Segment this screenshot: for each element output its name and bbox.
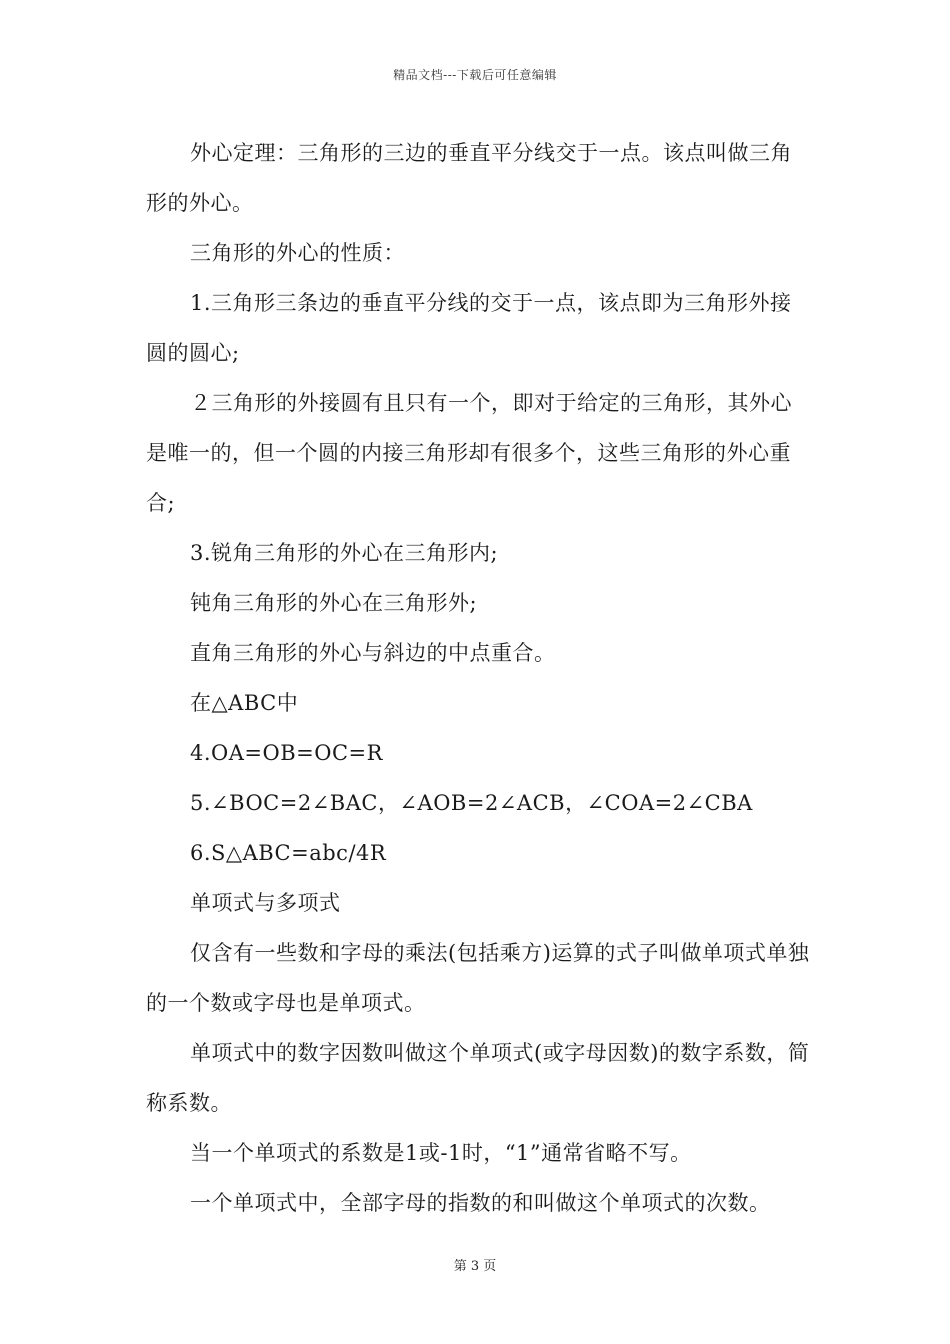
- paragraph-coefficient-definition: 单项式中的数字因数叫做这个单项式(或字母因数)的数字系数，简称系数。: [146, 1041, 810, 1115]
- paragraph-monomial-definition: 仅含有一些数和字母的乘法(包括乘方)运算的式子叫做单项式单独的一个数或字母也是单项式。: [146, 941, 810, 1015]
- page-number: 第 3 页: [453, 1259, 497, 1274]
- paragraph-property-3-acute: 3.锐角三角形的外心在三角形内;: [190, 541, 499, 565]
- paragraph-property-1: 1.三角形三条边的垂直平分线的交于一点，该点即为三角形外接圆的圆心;: [146, 291, 792, 365]
- paragraph-property-4: 4.OA=OB=OC=R: [190, 741, 383, 765]
- paragraph-degree-definition: 一个单项式中，全部字母的指数的和叫做这个单项式的次数。: [190, 1191, 771, 1215]
- page-header: 精品文档---下载后可任意编辑: [393, 68, 557, 82]
- paragraph-property-5: 5.∠BOC=2∠BAC，∠AOB=2∠ACB，∠COA=2∠CBA: [190, 791, 753, 815]
- paragraph-property-3-obtuse: 钝角三角形的外心在三角形外;: [190, 591, 478, 615]
- paragraph-coefficient-one: 当一个单项式的系数是1或-1时，“1”通常省略不写。: [190, 1141, 692, 1165]
- section-heading-monomial-polynomial: 单项式与多项式: [190, 891, 341, 915]
- paragraph-property-2: ２三角形的外接圆有且只有一个，即对于给定的三角形，其外心是唯一的，但一个圆的内接三角形却有很多个，这些三角形的外心重合;: [146, 391, 792, 515]
- paragraph-in-triangle-abc: 在△ABC中: [190, 691, 299, 715]
- paragraph-property-6: 6.S△ABC=abc/4R: [190, 841, 387, 865]
- paragraph-properties-heading: 三角形的外心的性质：: [190, 241, 405, 265]
- document-body: [146, 128, 812, 1228]
- paragraph-circumcenter-theorem: 外心定理：三角形的三边的垂直平分线交于一点。该点叫做三角形的外心。: [146, 141, 792, 215]
- paragraph-property-3-right: 直角三角形的外心与斜边的中点重合。: [190, 641, 556, 665]
